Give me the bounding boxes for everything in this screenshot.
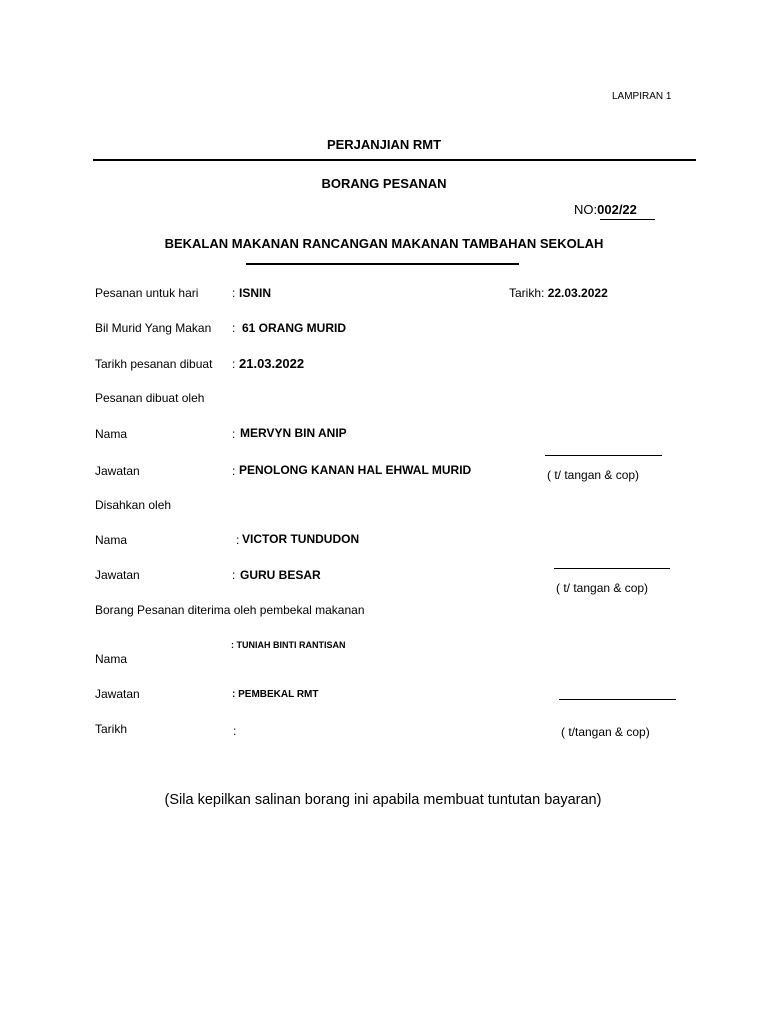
heading-underline — [246, 263, 519, 265]
received-by-name-value — [231, 640, 346, 650]
approved-by-signature-line — [554, 568, 670, 569]
colon: : — [232, 357, 236, 371]
approved-by-name-value: VICTOR TUNDUDON — [242, 532, 360, 546]
received-by-position-value — [232, 689, 319, 700]
colon: : — [232, 427, 236, 441]
form-number-value: 002/22 — [597, 202, 637, 217]
form-number — [574, 202, 637, 217]
received-by-signature-caption: ( t/tangan & cop) — [561, 725, 650, 739]
students-value: 61 ORANG MURID — [242, 321, 347, 335]
received-by-position-label: Jawatan — [95, 687, 140, 701]
ordered-by-section: Pesanan dibuat oleh — [95, 391, 205, 405]
colon: : — [231, 640, 234, 650]
ordered-by-name-label: Nama — [95, 427, 128, 441]
ordered-by-position-value: PENOLONG KANAN HAL EHWAL MURID — [239, 463, 472, 477]
students-label: Bil Murid Yang Makan — [95, 321, 212, 335]
form-number-underline — [600, 219, 655, 220]
order-date-value: 22.03.2022 — [547, 286, 608, 300]
received-by-name-text: TUNIAH BINTI RANTISAN — [236, 640, 346, 650]
colon: : — [236, 533, 240, 547]
ordered-by-signature-caption: ( t/ tangan & cop) — [547, 468, 640, 482]
ordered-by-name-value: MERVYN BIN ANIP — [240, 426, 347, 440]
order-date — [509, 286, 608, 300]
received-by-position-text: PEMBEKAL RMT — [238, 689, 319, 700]
ordered-by-position-label: Jawatan — [95, 464, 140, 478]
made-date-value: 21.03.2022 — [239, 356, 305, 371]
order-day-value: ISNIN — [239, 286, 272, 300]
lampiran-label: LAMPIRAN 1 — [612, 91, 672, 102]
received-by-signature-line — [559, 699, 676, 700]
footer-note: (Sila kepilkan salinan borang ini apabila membuat tuntutan bayaran) — [164, 792, 602, 808]
order-date-label: Tarikh: — [509, 286, 545, 300]
colon: : — [232, 568, 236, 582]
received-by-date-label: Tarikh — [95, 722, 128, 736]
ordered-by-signature-line — [545, 455, 662, 456]
received-by-section: Borang Pesanan diterima oleh pembekal makanan — [95, 603, 365, 617]
approved-by-section: Disahkan oleh — [95, 498, 172, 512]
form-subtitle: BORANG PESANAN — [321, 176, 447, 191]
colon: : — [232, 321, 236, 335]
received-by-name-label: Nama — [95, 652, 128, 666]
section-heading: BEKALAN MAKANAN RANCANGAN MAKANAN TAMBAHAN SEKOLAH — [164, 236, 604, 251]
colon: : — [232, 286, 236, 300]
approved-by-position-label: Jawatan — [95, 568, 140, 582]
form-number-label: NO: — [574, 202, 598, 217]
order-day-label: Pesanan untuk hari — [95, 286, 199, 300]
document-title: PERJANJIAN RMT — [326, 137, 442, 152]
colon: : — [232, 689, 236, 700]
made-date-label: Tarikh pesanan dibuat — [95, 357, 213, 371]
approved-by-name-label: Nama — [95, 533, 128, 547]
approved-by-position-value: GURU BESAR — [240, 568, 321, 582]
title-divider — [93, 159, 696, 161]
colon: : — [232, 464, 236, 478]
colon: : — [233, 724, 237, 738]
approved-by-signature-caption: ( t/ tangan & cop) — [556, 581, 649, 595]
